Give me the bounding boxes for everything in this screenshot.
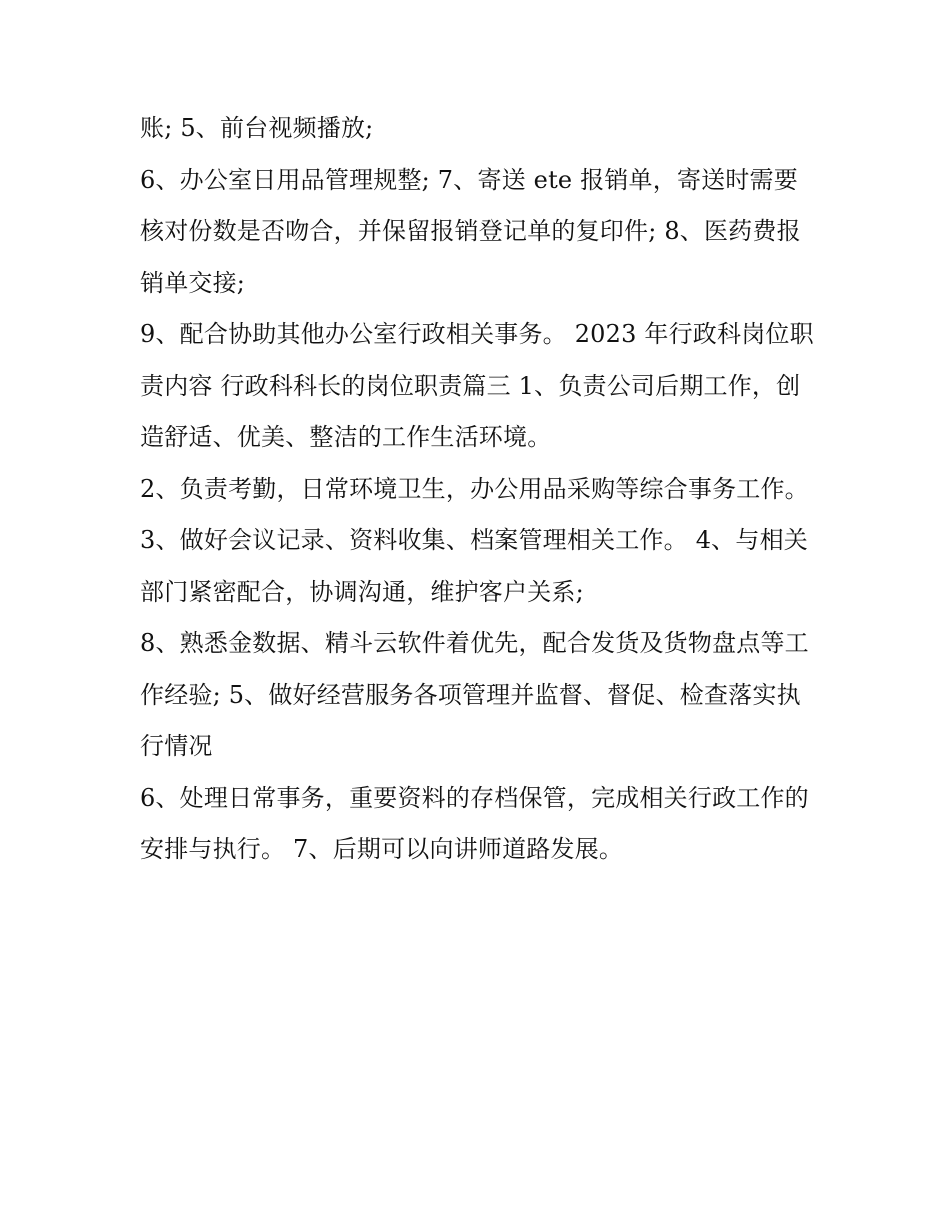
paragraph-5: 8、熟悉金数据、精斗云软件着优先，配合发货及货物盘点等工作经验; 5、做好经营服务各项管理并监督、督促、检查落实执行情况 bbox=[140, 629, 809, 760]
paragraph-2: 6、办公室日用品管理规整; 7、寄送 ete 报销单，寄送时需要核对份数是否吻合，并保留报销登记单的复印件; 8、医药费报销单交接; bbox=[140, 165, 801, 297]
document-body bbox=[140, 103, 820, 876]
paragraph-4: 2、负责考勤，日常环境卫生，办公用品采购等综合事务工作。 3、做好会议记录、资料收集、档案管理相关工作。 4、与相关部门紧密配合，协调沟通，维护客户关系; bbox=[140, 474, 817, 606]
paragraph-3: 9、配合协助其他办公室行政相关事务。 2023 年行政科岗位职责内容 行政科科长的岗位职责篇三 1、负责公司后期工作，创造舒适、优美、整洁的工作生活环境。 bbox=[140, 320, 814, 451]
paragraph-1: 账; 5、前台视频播放; bbox=[140, 114, 374, 142]
paragraph-6: 6、处理日常事务，重要资料的存档保管，完成相关行政工作的安排与执行。 7、后期可以向讲师道路发展。 bbox=[140, 783, 809, 863]
